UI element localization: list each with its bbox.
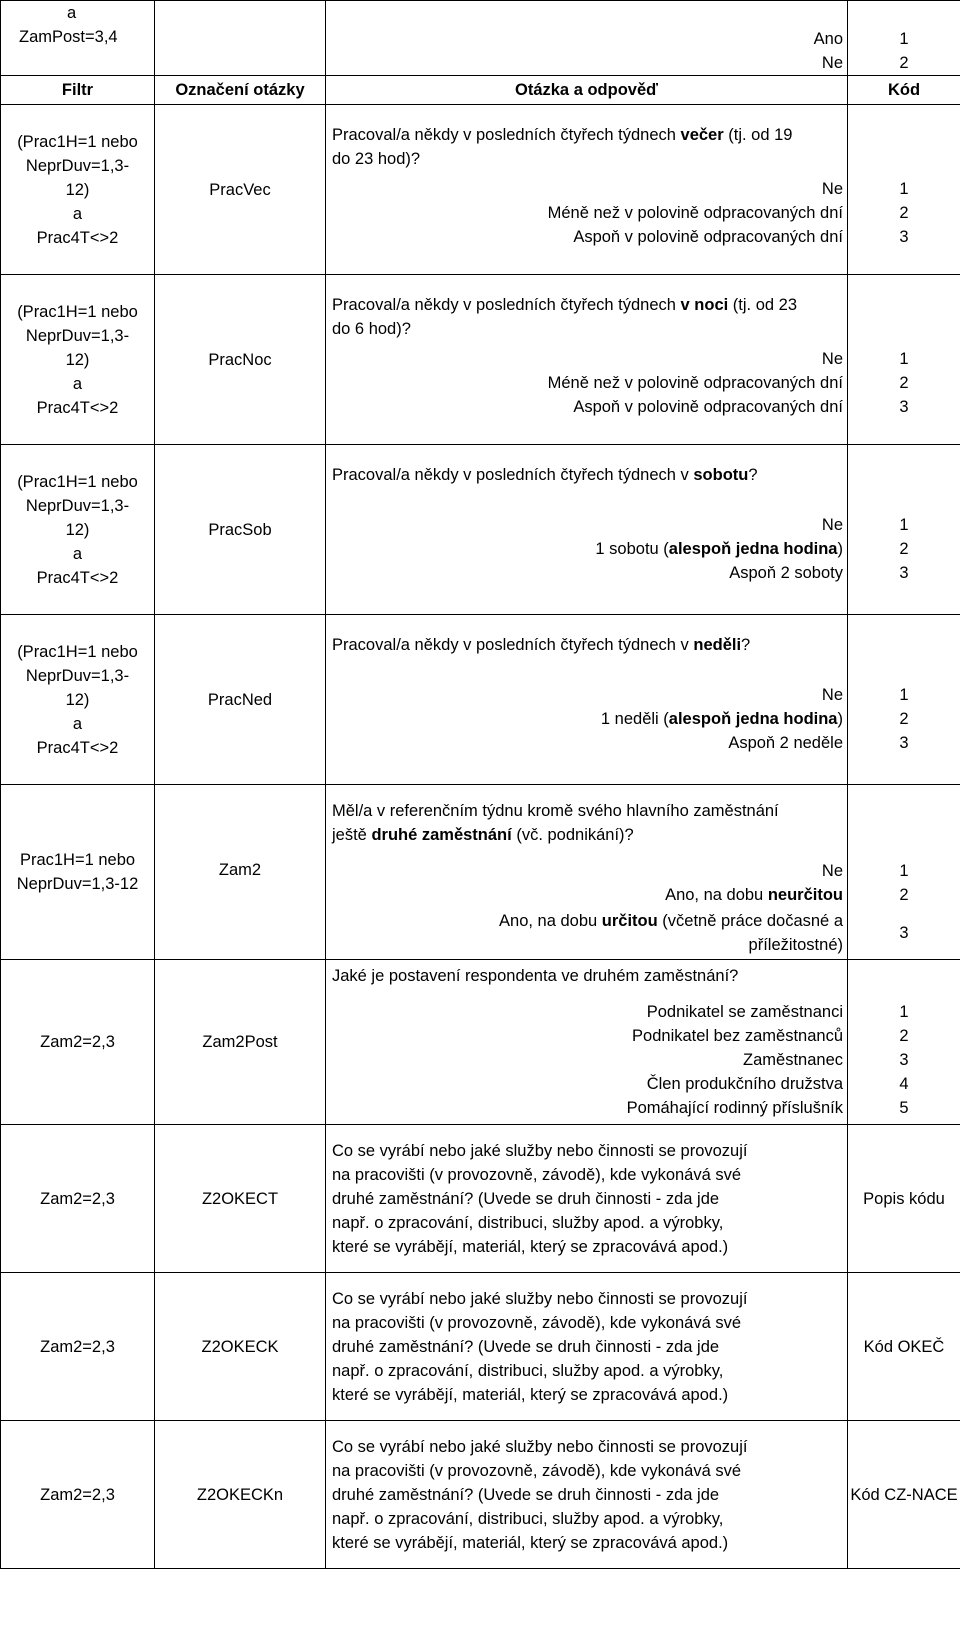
answer-spacer (332, 487, 843, 513)
filter-line: NeprDuv=1,3-12 (16, 875, 139, 893)
question-pre: Měl/a v referenčním týdnu kromě svého hlavního zaměstnání ještě (332, 802, 779, 844)
filter-line: Prac4T<>2 (36, 398, 119, 417)
filter-cell (1, 785, 155, 960)
answer-option: Méně než v polovině odpracovaných dní (547, 204, 843, 222)
question-line: např. o zpracování, distribuci, služby apod. a výrobky, (332, 1361, 724, 1380)
answer-option: Pomáhající rodinný příslušník (626, 1099, 843, 1117)
header-oznaceni: Označení otázky (155, 76, 326, 105)
answer-spacer (332, 988, 843, 1000)
filter-line: 12) (65, 350, 90, 369)
answer-post: ) (837, 540, 843, 558)
answer-code: 5 (899, 1099, 909, 1117)
filter-line: a (72, 544, 83, 563)
question-row (1, 615, 960, 785)
answer-bold: neurčitou (767, 886, 843, 904)
answer-option: Ne (821, 686, 843, 704)
filter-line: a (67, 4, 77, 22)
question-line: Co se vyrábí nebo jaké služby nebo činnosti se provozují (332, 1289, 748, 1308)
question-line: druhé zaměstnání? (Uvede se druh činnosti - zda jde (332, 1189, 720, 1208)
filter-line: Zam2=2,3 (40, 1033, 115, 1051)
code-spacer (848, 960, 960, 1000)
continuation-name-cell (155, 1, 326, 76)
continuation-row (1, 1, 960, 76)
question-name: PracVec (155, 105, 326, 275)
filter-cell (1, 615, 155, 785)
answer-code: 2 (899, 1027, 909, 1045)
filter-line: a (72, 374, 83, 393)
question-row (1, 1421, 960, 1569)
filter-line: NeprDuv=1,3- (25, 496, 130, 515)
answer-code: 4 (899, 1075, 909, 1093)
answer-code: 1 (899, 1003, 909, 1021)
question-row (1, 785, 960, 960)
answer-option: Ano (813, 30, 843, 48)
answer-option: Ne (821, 350, 843, 368)
answer-option: Méně než v polovině odpracovaných dní (547, 374, 843, 392)
answer-pre: 1 sobotu ( (595, 540, 669, 558)
question-bold: druhé zaměstnání (371, 826, 512, 844)
answer-option: Zaměstnanec (743, 1051, 843, 1069)
filter-cell (1, 1273, 155, 1421)
answer-code: 3 (899, 1051, 909, 1069)
answer-bold: určitou (601, 912, 658, 930)
question-line: které se vyrábějí, materiál, který se zpracovává apod.) (332, 1385, 729, 1404)
code-cell (848, 1421, 960, 1569)
filter-line: (Prac1H=1 nebo (17, 472, 138, 491)
question-row (1, 445, 960, 615)
question-pre: Pracoval/a někdy v posledních čtyřech týdnech (332, 126, 681, 144)
code-cell (848, 960, 960, 1125)
question-post: (tj. od 23 do 6 hod)? (332, 296, 798, 338)
filter-line: (Prac1H=1 nebo (17, 302, 138, 321)
question-text-cell (326, 105, 848, 275)
question-line: druhé zaměstnání? (Uvede se druh činnosti - zda jde (332, 1337, 720, 1356)
answer-option: Podnikatel se zaměstnanci (646, 1003, 843, 1021)
question-bold: v noci (680, 296, 729, 314)
answer-option (332, 537, 843, 561)
code-spacer (848, 105, 960, 177)
answer-code: 2 (899, 54, 909, 72)
question-row (1, 1273, 960, 1421)
filter-line: Prac4T<>2 (36, 738, 119, 757)
answer-code: 3 (899, 924, 909, 942)
question-row (1, 275, 960, 445)
header-kod: Kód (848, 76, 960, 105)
answer-option: Ne (821, 862, 843, 880)
question-name: PracNoc (155, 275, 326, 445)
filter-cell (1, 960, 155, 1125)
continuation-filter (1, 1, 155, 76)
question-text (332, 105, 843, 171)
question-text-cell (326, 960, 848, 1125)
answer-pre: Ano, na dobu (499, 912, 602, 930)
filter-line: NeprDuv=1,3- (25, 666, 130, 685)
filter-line: Prac4T<>2 (36, 228, 119, 247)
code-cell (848, 785, 960, 960)
question-name: Z2OKECKn (155, 1421, 326, 1569)
question-text-cell (326, 1421, 848, 1569)
code-cell (848, 1273, 960, 1421)
answer-option: Aspoň 2 soboty (729, 564, 843, 582)
question-row (1, 960, 960, 1125)
question-name: Z2OKECT (155, 1125, 326, 1273)
filter-line: (Prac1H=1 nebo (17, 132, 138, 151)
question-post: ? (748, 466, 758, 484)
question-line: Co se vyrábí nebo jaké služby nebo činnosti se provozují (332, 1141, 748, 1160)
question-pre: Pracoval/a někdy v posledních čtyřech týdnech (332, 296, 681, 314)
question-name: Zam2Post (155, 960, 326, 1125)
code-text: Kód CZ-NACE (850, 1485, 958, 1504)
question-name: PracNed (155, 615, 326, 785)
answer-code: 1 (899, 686, 909, 704)
answer-code: 3 (899, 398, 909, 416)
code-cell (848, 445, 960, 615)
question-pre: Pracoval/a někdy v posledních čtyřech týdnech v (332, 466, 694, 484)
answer-pre: 1 neděli ( (600, 710, 669, 728)
filter-line: Zam2=2,3 (40, 1337, 115, 1356)
code-spacer (848, 785, 960, 859)
question-name: PracSob (155, 445, 326, 615)
answer-code: 1 (899, 516, 909, 534)
answer-option: Aspoň 2 neděle (728, 734, 843, 752)
answer-option: Aspoň v polovině odpracovaných dní (573, 398, 843, 416)
question-line: na pracovišti (v provozovně, závodě), kde vykonává své (332, 1165, 742, 1184)
question-bold: sobotu (693, 466, 749, 484)
question-post: (vč. podnikání)? (511, 826, 634, 844)
answer-code: 2 (899, 886, 909, 904)
header-filtr: Filtr (1, 76, 155, 105)
answer-code: 1 (899, 180, 909, 198)
filter-line: a (72, 714, 83, 733)
answer-code: 3 (899, 564, 909, 582)
continuation-answers (326, 1, 848, 76)
question-line: na pracovišti (v provozovně, závodě), kde vykonává své (332, 1461, 742, 1480)
question-post: (tj. od 19 do 23 hod)? (332, 126, 793, 168)
filter-line: Zam2=2,3 (40, 1189, 115, 1208)
answer-pre: Ano, na dobu (665, 886, 768, 904)
question-pre: Pracoval/a někdy v posledních čtyřech týdnech v (332, 636, 694, 654)
question-text (332, 960, 843, 988)
question-text (332, 275, 843, 341)
question-row (1, 1125, 960, 1273)
answer-option: Podnikatel bez zaměstnanců (632, 1027, 843, 1045)
question-pre: Jaké je postavení respondenta ve druhém zaměstnání? (332, 967, 739, 985)
code-text: Kód OKEČ (863, 1337, 945, 1356)
answer-code: 1 (899, 350, 909, 368)
question-row (1, 105, 960, 275)
question-line: např. o zpracování, distribuci, služby apod. a výrobky, (332, 1509, 724, 1528)
question-text-cell (326, 1273, 848, 1421)
code-text: Popis kódu (863, 1189, 945, 1208)
answer-option: Člen produkčního družstva (646, 1075, 843, 1093)
question-line: druhé zaměstnání? (Uvede se druh činnosti - zda jde (332, 1485, 720, 1504)
question-text-cell (326, 1125, 848, 1273)
code-cell (848, 615, 960, 785)
filter-line: Prac4T<>2 (36, 568, 119, 587)
question-text-cell (326, 445, 848, 615)
filter-cell (1, 105, 155, 275)
answer-code: 2 (899, 204, 909, 222)
filter-cell (1, 275, 155, 445)
answer-code: 2 (899, 374, 909, 392)
answer-post: ) (837, 710, 843, 728)
filter-line: Zam2=2,3 (40, 1485, 115, 1504)
filter-line: NeprDuv=1,3- (25, 156, 130, 175)
question-post: ? (741, 636, 751, 654)
filter-line: 12) (65, 180, 90, 199)
filter-cell (1, 1125, 155, 1273)
filter-line: a (72, 204, 83, 223)
filter-line: 12) (65, 520, 90, 539)
question-line: které se vyrábějí, materiál, který se zpracovává apod.) (332, 1533, 729, 1552)
answer-bold: alespoň jedna hodina (668, 540, 838, 558)
answer-bold: alespoň jedna hodina (668, 710, 838, 728)
question-line: Co se vyrábí nebo jaké služby nebo činnosti se provozují (332, 1437, 748, 1456)
continuation-codes (848, 1, 960, 76)
question-name: Zam2 (155, 785, 326, 960)
filter-line: 12) (65, 690, 90, 709)
question-text (332, 785, 843, 847)
answer-option: Aspoň v polovině odpracovaných dní (573, 228, 843, 246)
code-cell (848, 1125, 960, 1273)
answer-post: (včetně práce dočasné a příležitostné) (657, 912, 843, 954)
question-bold: večer (680, 126, 724, 144)
answer-option (332, 909, 843, 957)
question-line: na pracovišti (v provozovně, závodě), kde vykonává své (332, 1313, 742, 1332)
answer-code: 1 (899, 862, 909, 880)
code-cell (848, 105, 960, 275)
code-spacer (848, 275, 960, 347)
answer-option: Ne (821, 180, 843, 198)
answer-code: 3 (899, 734, 909, 752)
filter-line: NeprDuv=1,3- (25, 326, 130, 345)
answer-spacer (332, 657, 843, 683)
code-spacer (848, 445, 960, 513)
question-name: Z2OKECK (155, 1273, 326, 1421)
header-row (1, 76, 960, 105)
filter-line: (Prac1H=1 nebo (17, 642, 138, 661)
filter-line: Prac1H=1 nebo (19, 851, 136, 869)
code-cell (848, 275, 960, 445)
filter-cell (1, 1421, 155, 1569)
answer-option: Ne (821, 54, 843, 72)
code-spacer (848, 615, 960, 683)
answer-option (332, 707, 843, 731)
answer-option: Ne (821, 516, 843, 534)
answer-code: 2 (899, 710, 909, 728)
question-text-cell (326, 275, 848, 445)
answer-option (332, 883, 843, 907)
answer-code: 3 (899, 228, 909, 246)
question-text (332, 445, 843, 487)
filter-cell (1, 445, 155, 615)
answer-spacer (332, 847, 843, 859)
question-text-cell (326, 785, 848, 960)
answer-code: 1 (899, 30, 909, 48)
question-line: např. o zpracování, distribuci, služby apod. a výrobky, (332, 1213, 724, 1232)
question-line: které se vyrábějí, materiál, který se zpracovává apod.) (332, 1237, 729, 1256)
question-bold: neděli (693, 636, 742, 654)
header-otazka: Otázka a odpověď (326, 76, 848, 105)
filter-line: ZamPost=3,4 (19, 28, 118, 46)
answer-code: 2 (899, 540, 909, 558)
question-text-cell (326, 615, 848, 785)
question-text (332, 615, 843, 657)
